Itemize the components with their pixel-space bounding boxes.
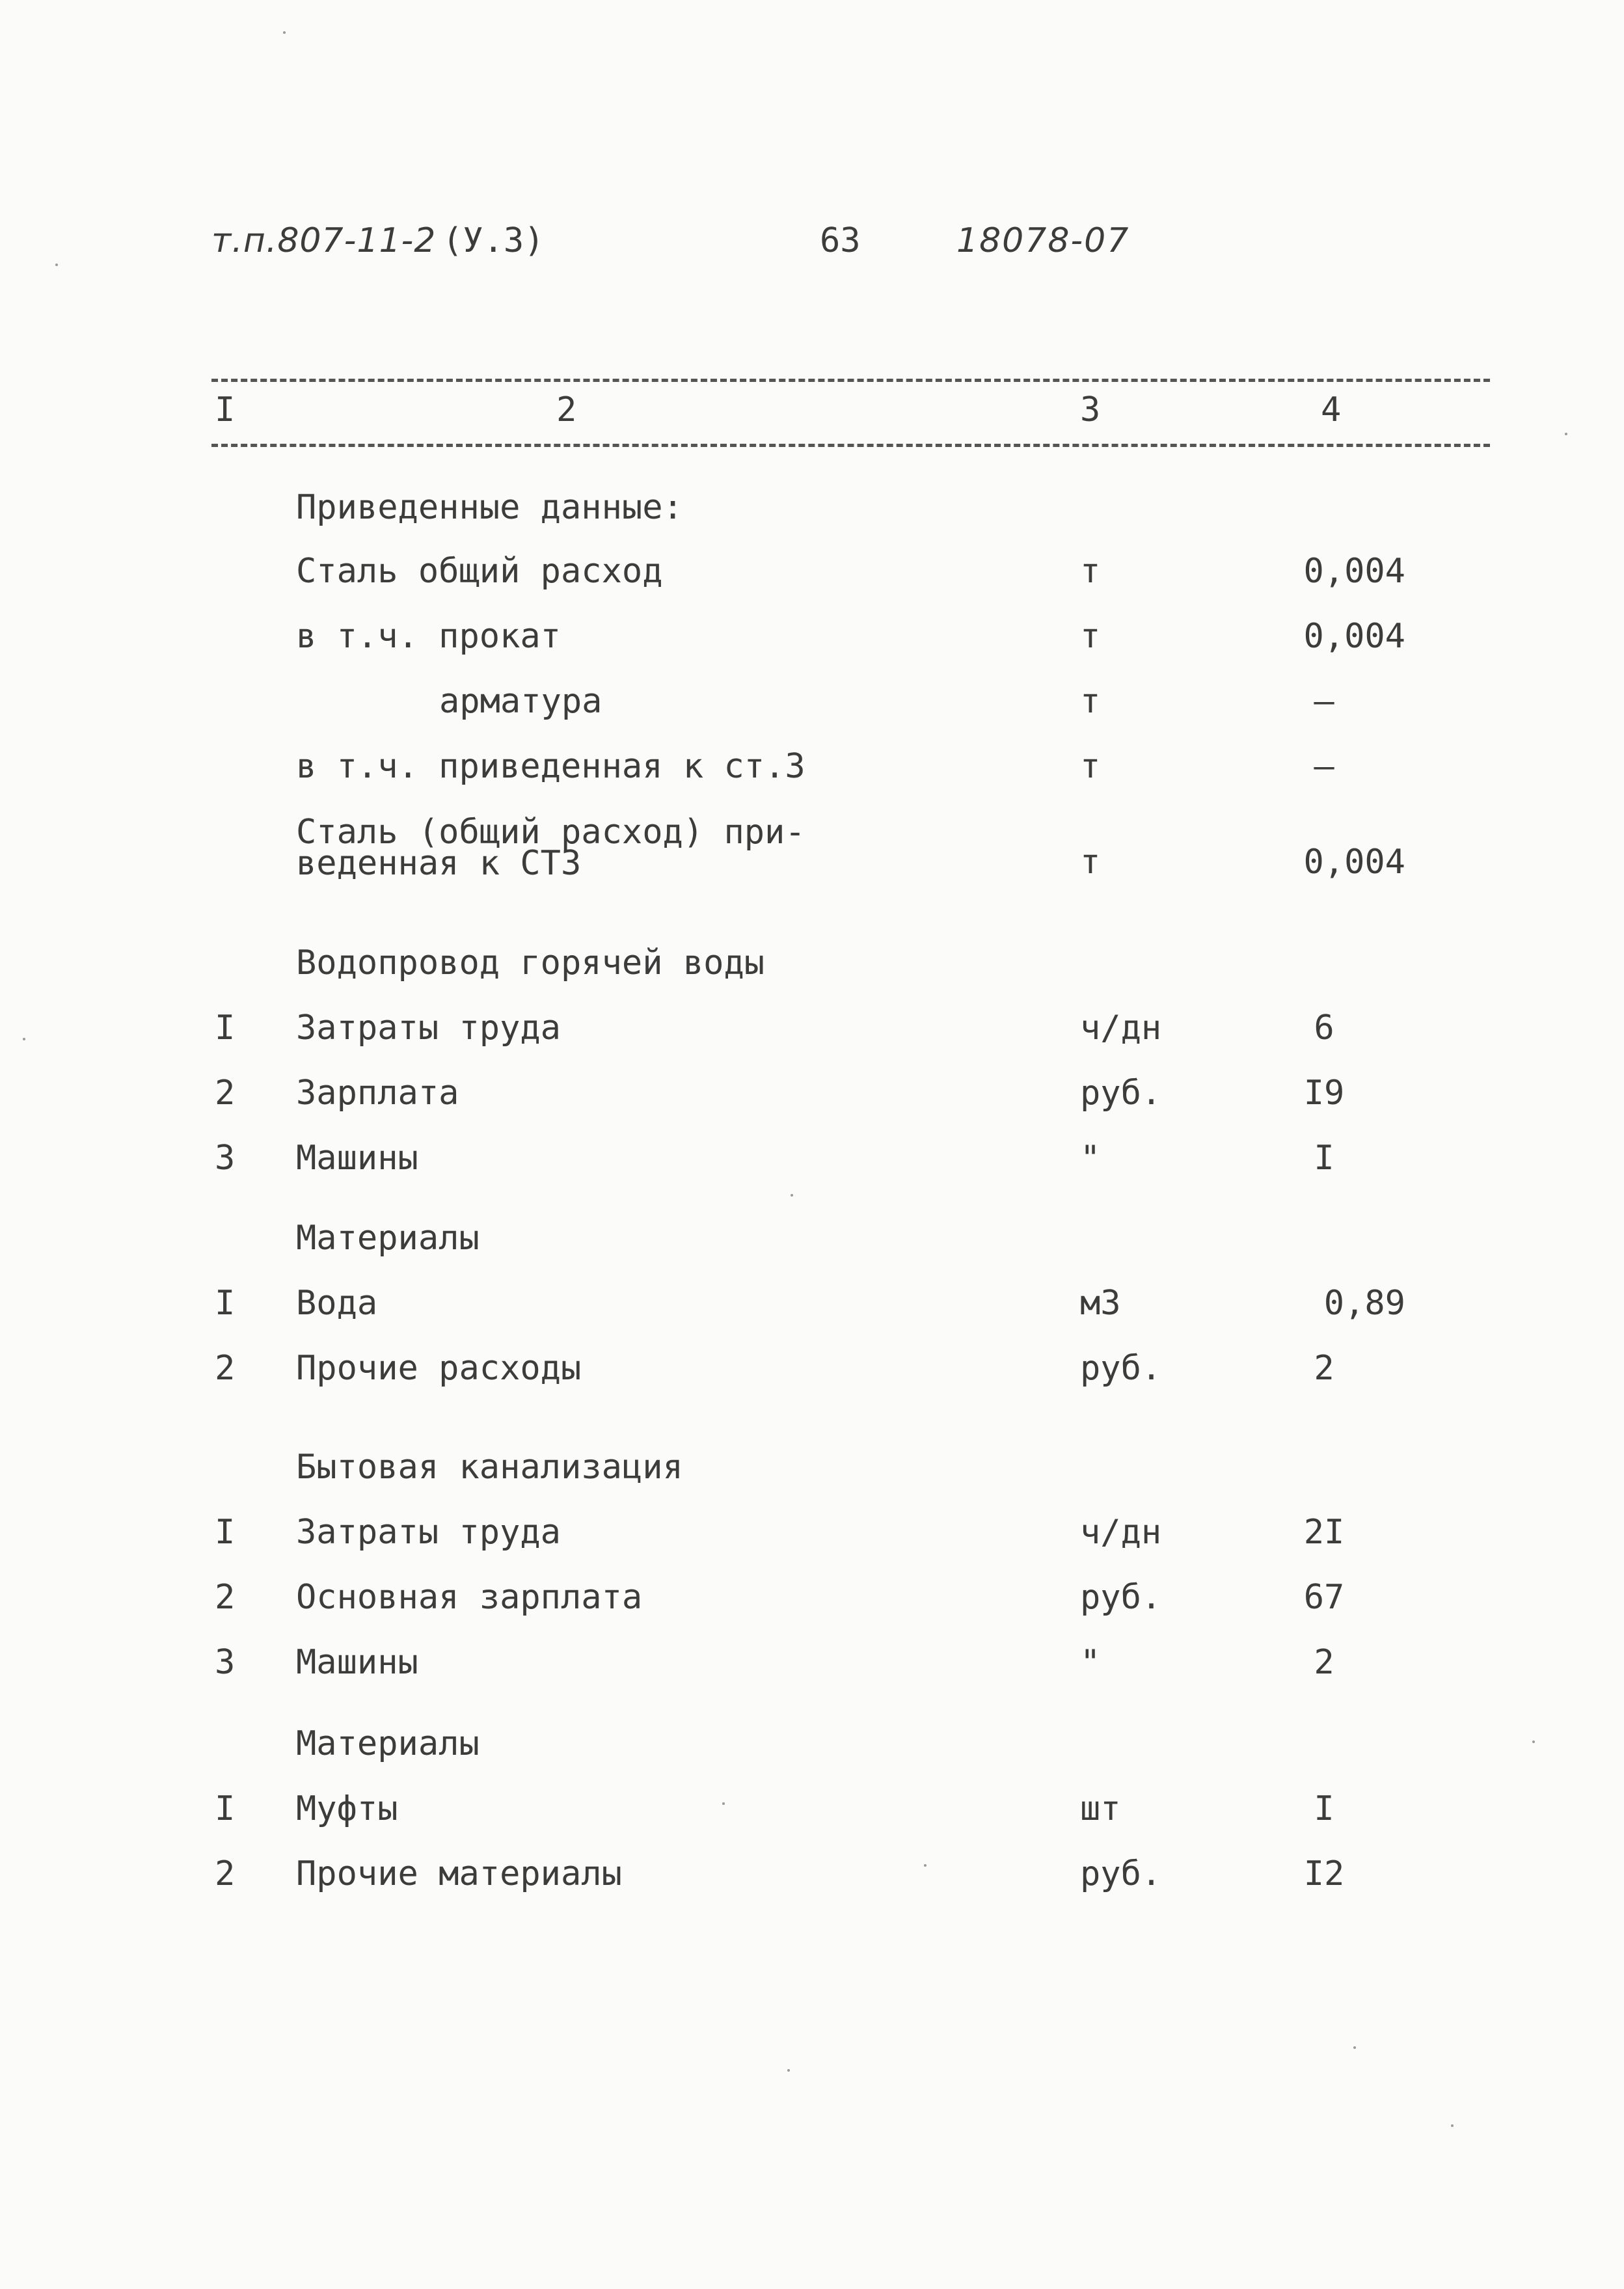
row-unit: " — [1080, 1643, 1101, 1682]
row-value: 0,004 — [1303, 617, 1405, 656]
table-row — [0, 1135, 1624, 1187]
row-value: – — [1314, 682, 1334, 721]
scan-speck — [924, 1864, 927, 1867]
row-name: Зарплата — [296, 1074, 459, 1113]
row-name: Прочие материалы — [296, 1854, 622, 1893]
row-name: Муфты — [296, 1789, 398, 1828]
row-unit: т — [1080, 747, 1101, 786]
row-unit: шт — [1080, 1789, 1121, 1828]
row-number: 2 — [215, 1578, 236, 1617]
table-row — [0, 1510, 1624, 1562]
row-unit: т — [1080, 617, 1101, 656]
scan-speck — [283, 31, 286, 34]
column-header-4: 4 — [1321, 390, 1342, 429]
scan-speck — [1353, 2046, 1356, 2049]
row-number: 3 — [215, 1643, 236, 1682]
row-name: Машины — [296, 1139, 418, 1178]
row-unit: т — [1080, 552, 1101, 591]
section-heading — [0, 485, 1624, 537]
row-number: I — [215, 1284, 236, 1323]
row-name: Приведенные данные: — [296, 488, 683, 527]
row-value: I — [1314, 1139, 1334, 1178]
row-name: Вода — [296, 1284, 378, 1323]
table-row — [0, 1070, 1624, 1122]
table-row — [0, 1851, 1624, 1903]
row-name: Основная зарплата — [296, 1578, 643, 1617]
section-heading — [0, 1444, 1624, 1497]
table-header-rule — [211, 444, 1490, 447]
scan-speck — [1451, 2124, 1454, 2127]
page-number: 63 — [820, 221, 861, 260]
row-number: I — [215, 1789, 236, 1828]
row-unit: т — [1080, 682, 1101, 721]
volume-label: (У.3) — [442, 221, 545, 260]
row-name: Бытовая канализация — [296, 1448, 683, 1487]
row-name: Сталь общий расход — [296, 552, 663, 591]
row-value: 0,89 — [1323, 1284, 1405, 1323]
row-name: арматура — [439, 682, 602, 721]
row-unit: ч/дн — [1080, 1513, 1162, 1552]
table-row — [0, 1640, 1624, 1692]
row-name: Затраты труда — [296, 1513, 561, 1552]
row-value: 2 — [1314, 1349, 1334, 1388]
row-name-line-1: Сталь (общий расход) при- — [296, 813, 805, 852]
table-row — [0, 1346, 1624, 1398]
row-name: Затраты труда — [296, 1009, 561, 1048]
archive-number: 18078-07 — [956, 221, 1130, 260]
table-row — [0, 1280, 1624, 1333]
row-unit: ч/дн — [1080, 1009, 1162, 1048]
row-number: 2 — [215, 1854, 236, 1893]
row-number: 2 — [215, 1074, 236, 1113]
row-value: 0,004 — [1303, 843, 1405, 882]
section-heading — [0, 1721, 1624, 1773]
scan-speck — [787, 2069, 790, 2072]
row-value: 6 — [1314, 1009, 1334, 1048]
table-row — [0, 679, 1624, 731]
row-number: 3 — [215, 1139, 236, 1178]
row-unit: м3 — [1080, 1284, 1121, 1323]
scan-speck — [1565, 433, 1567, 435]
row-unit: руб. — [1080, 1578, 1162, 1617]
row-unit: т — [1080, 843, 1101, 882]
document-code: т.п.807-11-2 — [211, 221, 437, 260]
table-row — [0, 549, 1624, 601]
row-value: – — [1314, 747, 1334, 786]
scan-speck — [791, 1194, 793, 1197]
row-unit: руб. — [1080, 1074, 1162, 1113]
row-number: I — [215, 1513, 236, 1552]
row-unit: руб. — [1080, 1349, 1162, 1388]
table-top-rule — [211, 379, 1490, 382]
row-value: 0,004 — [1303, 552, 1405, 591]
row-value: 2I — [1303, 1513, 1345, 1552]
row-value: I9 — [1303, 1074, 1345, 1113]
row-name: в т.ч. приведенная к ст.3 — [296, 747, 805, 786]
row-value: I — [1314, 1789, 1334, 1828]
section-heading — [0, 1215, 1624, 1267]
table-row — [0, 614, 1624, 666]
row-number: 2 — [215, 1349, 236, 1388]
scan-speck — [23, 1038, 25, 1040]
scan-speck — [55, 264, 58, 266]
row-unit: " — [1080, 1139, 1101, 1178]
table-row — [0, 1575, 1624, 1627]
row-name: в т.ч. прокат — [296, 617, 561, 656]
row-name-line-2: веденная к СТ3 — [296, 844, 582, 883]
row-name: Водопровод горячей воды — [296, 943, 765, 982]
row-name: Машины — [296, 1643, 418, 1682]
scan-speck — [722, 1802, 725, 1805]
row-number: I — [215, 1009, 236, 1048]
table-row — [0, 1786, 1624, 1838]
row-name: Материалы — [296, 1724, 480, 1763]
table-row — [0, 744, 1624, 796]
row-name: Материалы — [296, 1219, 480, 1258]
column-header-2: 2 — [556, 390, 577, 429]
row-value: 67 — [1303, 1578, 1345, 1617]
table-row — [0, 839, 1624, 891]
row-value: 2 — [1314, 1643, 1334, 1682]
column-header-1: I — [215, 390, 236, 429]
row-name: Прочие расходы — [296, 1349, 582, 1388]
table-row — [0, 1005, 1624, 1057]
column-header-3: 3 — [1080, 390, 1101, 429]
row-value: I2 — [1303, 1854, 1345, 1893]
row-unit: руб. — [1080, 1854, 1162, 1893]
scan-speck — [1532, 1740, 1535, 1743]
section-heading — [0, 940, 1624, 992]
